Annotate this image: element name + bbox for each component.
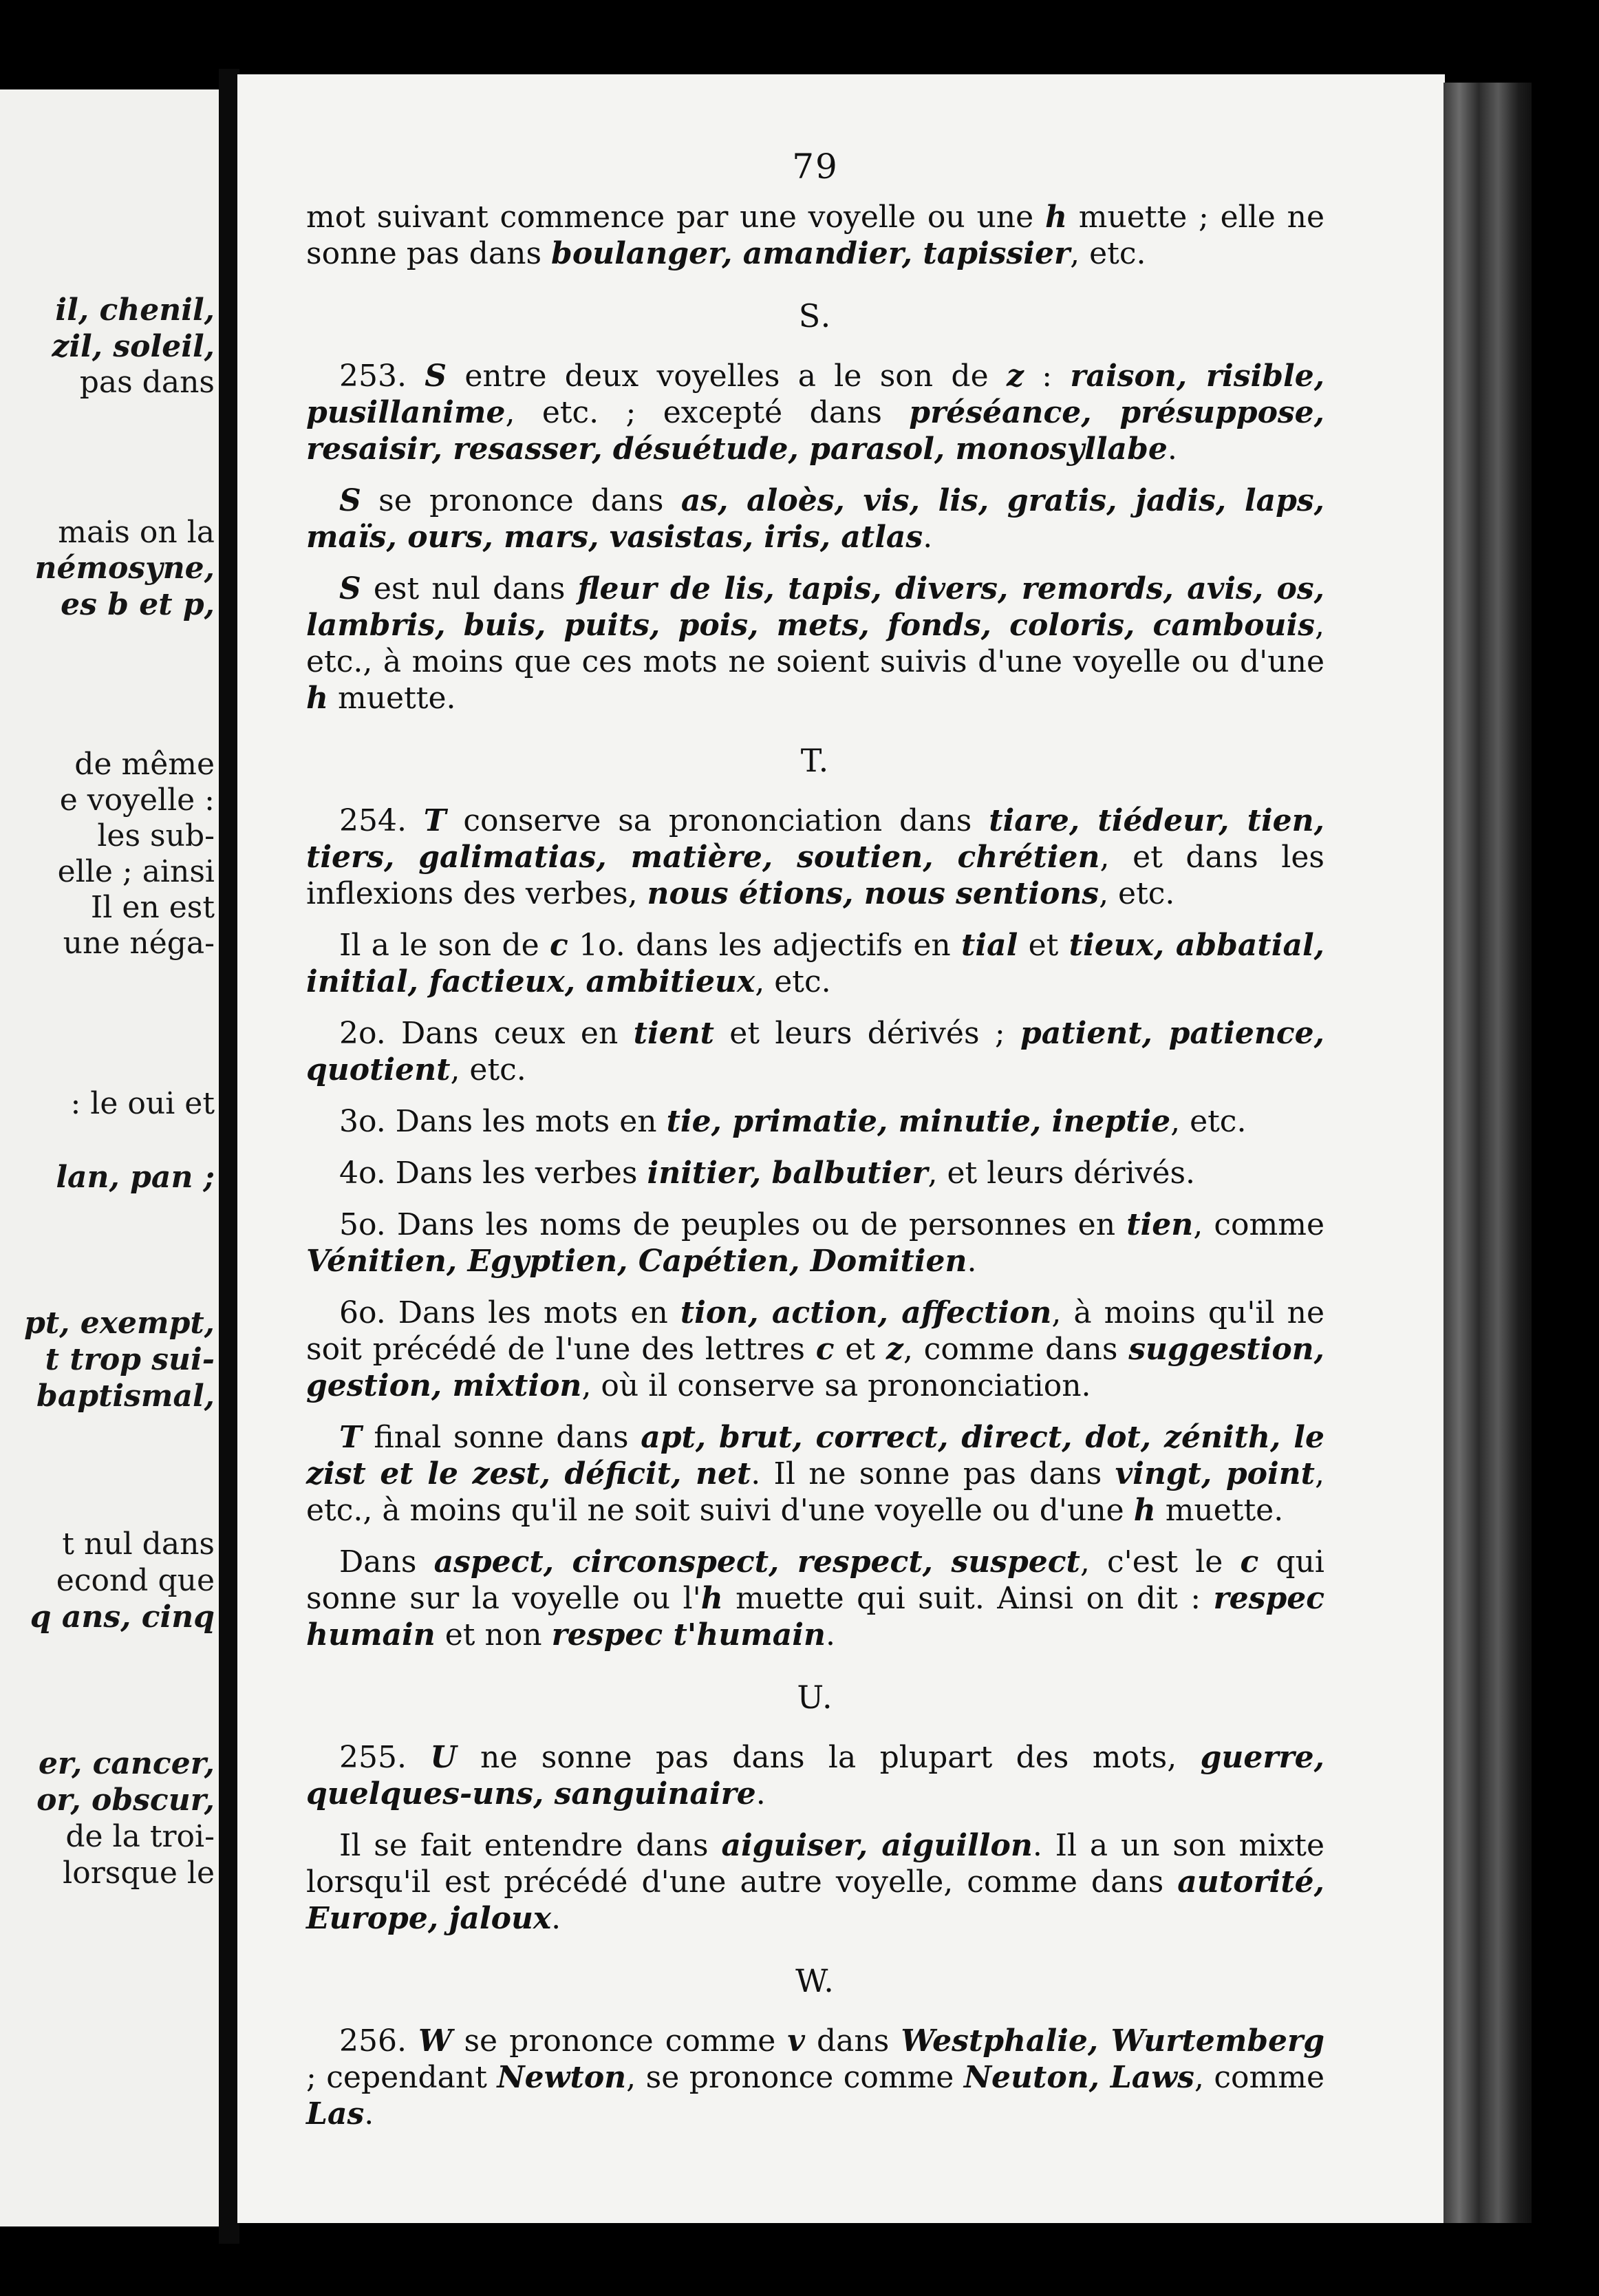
paragraph: Il se fait entendre dans aiguiser, aiguillon. Il a un son mixte lorsqu'il est précédé d'une autre voyelle, comme dans autorité, Europe, jaloux.: [306, 1828, 1324, 1936]
left-page-fragment: er, cancer,: [39, 1746, 215, 1781]
left-page-fragment: les sub-: [97, 818, 215, 853]
page-number: 79: [792, 147, 839, 187]
left-page-fragment: némosyne,: [34, 551, 215, 586]
left-page-fragment: baptismal,: [36, 1379, 215, 1414]
left-page-fragment: pas dans: [79, 365, 215, 400]
left-page-fragment: une néga-: [63, 926, 215, 961]
left-page-fragment: zil, soleil,: [52, 329, 215, 364]
paragraph: Dans aspect, circonspect, respect, suspect, c'est le c qui sonne sur la voyelle ou l'h muette qui suit. Ainsi on dit : respec humain et non respec t'humain.: [306, 1544, 1324, 1652]
paragraph: 256. W se prononce comme v dans Westphalie, Wurtemberg ; cependant Newton, se prononce comme Neuton, Laws, comme Las.: [306, 2023, 1324, 2132]
paragraph: 5o. Dans les noms de peuples ou de personnes en tien, comme Vénitien, Egyptien, Capétien, Domitien.: [306, 1207, 1325, 1279]
paragraph: S est nul dans fleur de lis, tapis, divers, remords, avis, os, lambris, buis, puits, pois, mets, fonds, coloris, cambouis, etc., à moins que ces mots ne soient suivis d'une voyelle ou d'une h muette.: [306, 571, 1324, 716]
left-page-fragment: de la troi-: [65, 1819, 215, 1854]
left-page-fragment: de même: [74, 747, 215, 782]
left-page-fragment: : le oui et: [70, 1086, 215, 1121]
paragraph: S se prononce dans as, aloès, vis, lis, gratis, jadis, laps, maïs, ours, mars, vasistas, iris, atlas.: [306, 483, 1324, 555]
section-heading: S.: [798, 297, 833, 334]
left-page-fragment: econd que: [56, 1563, 215, 1598]
left-page-fragment: t trop sui-: [45, 1342, 215, 1377]
left-page-fragment: il, chenil,: [55, 293, 215, 328]
book-gutter: [219, 69, 239, 2244]
left-page-fragment: lan, pan ;: [56, 1160, 215, 1195]
left-page-fragment: or, obscur,: [36, 1783, 215, 1818]
left-page-fragment: pt, exempt,: [24, 1306, 215, 1341]
left-page-fragment: q ans, cinq: [30, 1599, 215, 1635]
left-page-fragment: elle ; ainsi: [57, 854, 215, 889]
paragraph: T final sonne dans apt, brut, correct, direct, dot, zénith, le zist et le zest, déficit, net. Il ne sonne pas dans vingt, point, etc., à moins qu'il ne soit suivi d'une voyelle ou d'une h muette.: [306, 1420, 1324, 1528]
paragraph: 6o. Dans les mots en tion, action, affection, à moins qu'il ne soit précédé de l'une des lettres c et z, comme dans suggestion, gestion, mixtion, où il conserve sa prononciation.: [306, 1295, 1324, 1403]
paragraph: 254. T conserve sa prononciation dans tiare, tiédeur, tien, tiers, galimatias, matière, soutien, chrétien, et dans les inflexions des verbes, nous étions, nous sentions, etc.: [306, 803, 1324, 911]
page-sections: [306, 199, 1324, 2132]
paragraph: 4o. Dans les verbes initier, balbutier, et leurs dérivés.: [339, 1156, 1196, 1191]
paragraph: 2o. Dans ceux en tient et leurs dérivés ; patient, patience, quotient, etc.: [306, 1016, 1324, 1087]
paragraph: 3o. Dans les mots en tie, primatie, minutie, ineptie, etc.: [339, 1104, 1247, 1139]
page-content: [306, 149, 1324, 2132]
paragraph: 253. S entre deux voyelles a le son de z : raison, risible, pusillanime, etc. ; excepté dans préséance, présuppose, resaisir, resasser, désuétude, parasol, monosyllabe.: [306, 359, 1325, 467]
section-heading: T.: [800, 742, 830, 779]
left-page-fragment: Il en est: [90, 890, 215, 925]
page-edge: [1444, 83, 1532, 2223]
left-page-fragment: lorsque le: [63, 1856, 215, 1891]
paragraph: mot suivant commence par une voyelle ou une h muette ; elle ne sonne pas dans boulanger, amandier, tapissier, etc.: [306, 200, 1325, 271]
section-heading: U.: [797, 1679, 834, 1716]
book-page: [237, 74, 1445, 2223]
section-heading: W.: [795, 1962, 835, 1999]
previous-page: [0, 89, 219, 2226]
paragraph: 255. U ne sonne pas dans la plupart des mots, guerre, quelques-uns, sanguinaire.: [306, 1740, 1324, 1811]
left-page-fragment: es b et p,: [61, 587, 215, 622]
left-page-fragment: e voyelle :: [59, 783, 215, 818]
left-page-fragment: mais on la: [58, 515, 215, 550]
left-page-fragment: t nul dans: [62, 1527, 215, 1562]
paragraph: Il a le son de c 1o. dans les adjectifs en tial et tieux, abbatial, initial, factieux, ambitieux, etc.: [306, 928, 1325, 999]
